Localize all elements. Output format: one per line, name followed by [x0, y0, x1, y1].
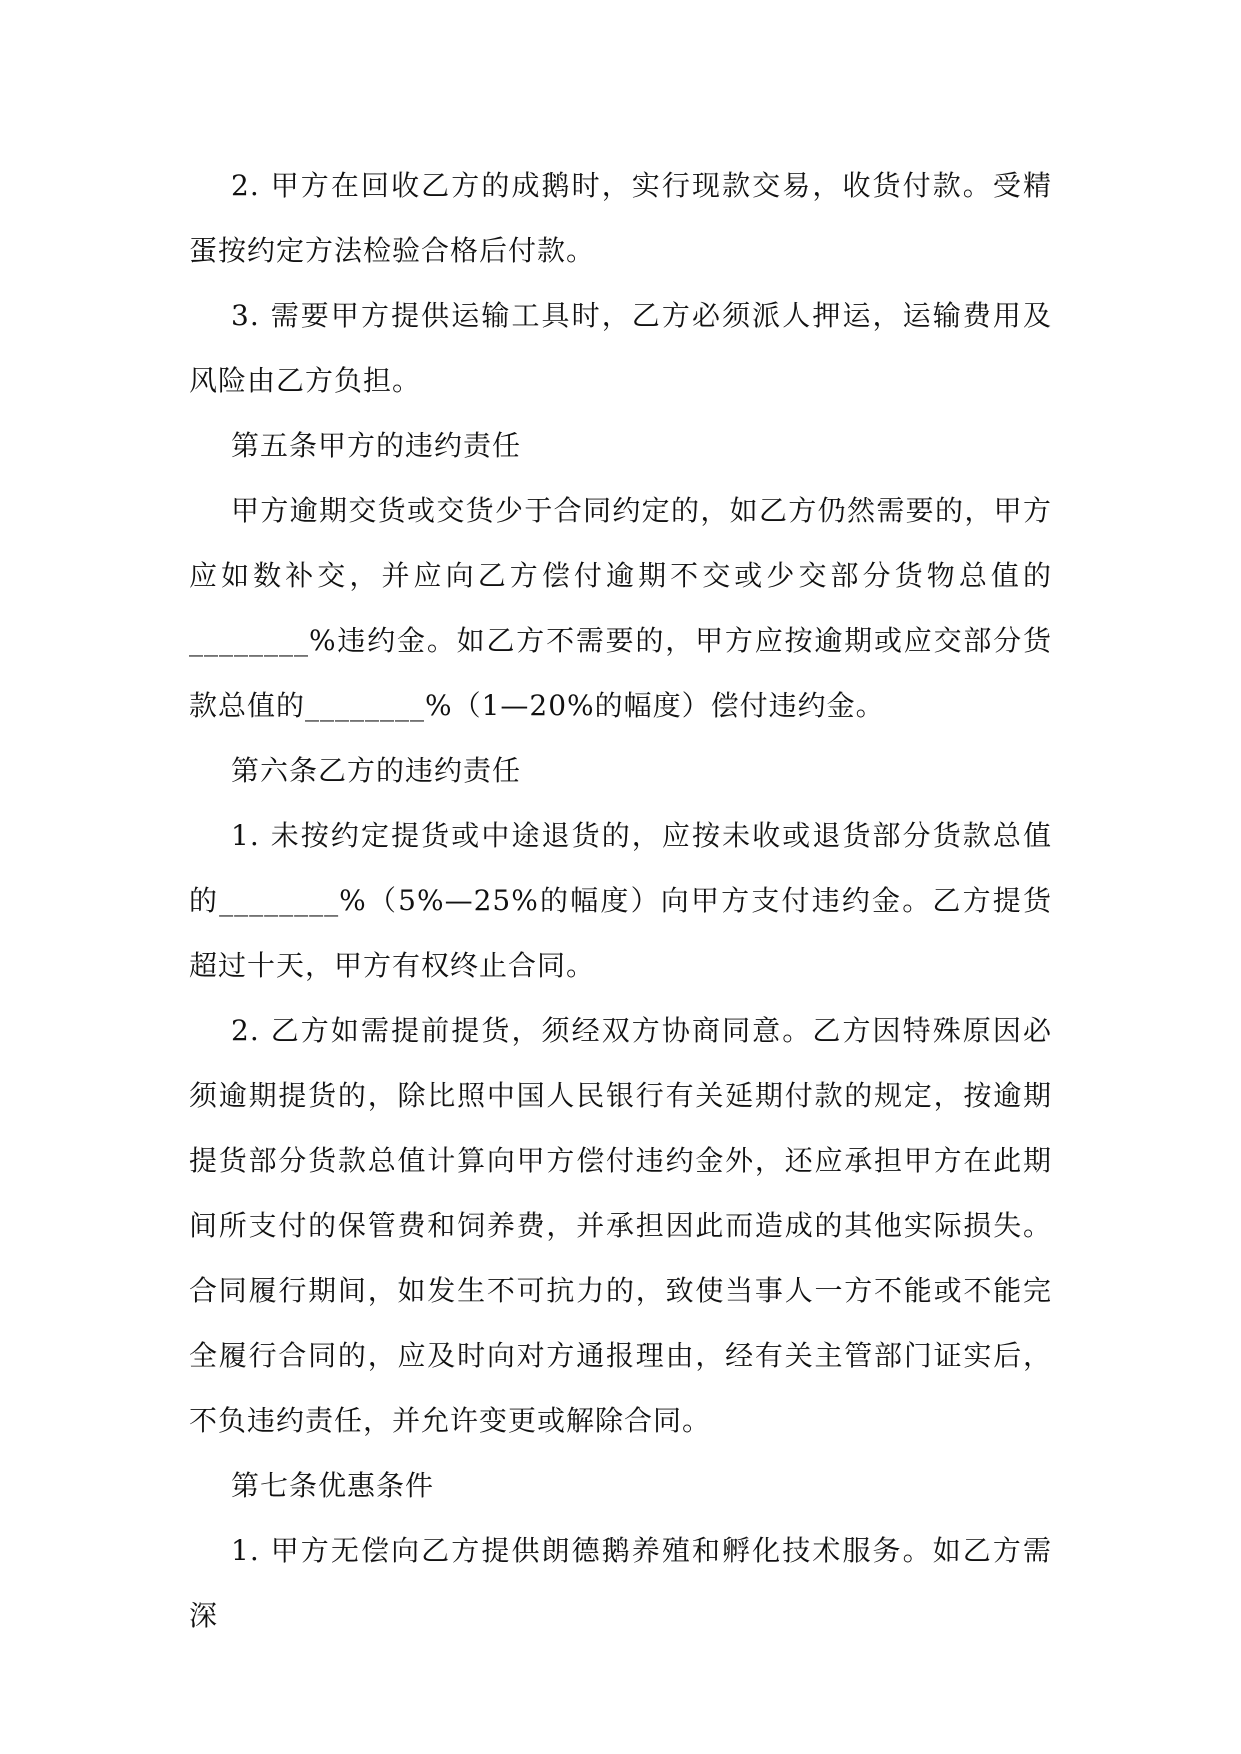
article-seven-item-one: 1. 甲方无偿向乙方提供朗德鹅养殖和孵化技术服务。如乙方需深 [189, 1534, 1052, 1632]
document-body [189, 153, 1052, 1648]
article-six-heading: 第六条乙方的违约责任 [231, 754, 522, 787]
article-six-item-one: 1. 未按约定提货或中途退货的，应按未收或退货部分货款总值的________%（5%—25%的幅度）向甲方支付违约金。乙方提货超过十天，甲方有权终止合同。 [189, 819, 1052, 982]
article-seven-heading: 第七条优惠条件 [231, 1469, 435, 1502]
clause-payment-paragraph: 2. 甲方在回收乙方的成鹅时，实行现款交易，收货付款。受精蛋按约定方法检验合格后付款。 [189, 169, 1052, 267]
article-five-heading: 第五条甲方的违约责任 [231, 429, 522, 462]
article-five-body: 甲方逾期交货或交货少于合同约定的，如乙方仍然需要的，甲方应如数补交，并应向乙方偿付逾期不交或少交部分货物总值的________%违约金。如乙方不需要的，甲方应按逾期或应交部分货款总值的________%（1—20%的幅度）偿付违约金。 [189, 494, 1052, 722]
article-six-item-two: 2. 乙方如需提前提货，须经双方协商同意。乙方因特殊原因必须逾期提货的，除比照中国人民银行有关延期付款的规定，按逾期提货部分货款总值计算向甲方偿付违约金外，还应承担甲方在此期间所支付的保管费和饲养费，并承担因此而造成的其他实际损失。合同履行期间，如发生不可抗力的，致使当事人一方不能或不能完全履行合同的，应及时向对方通报理由，经有关主管部门证实后，不负违约责任，并允许变更或解除合同。 [189, 1014, 1052, 1437]
clause-transport-paragraph: 3. 需要甲方提供运输工具时，乙方必须派人押运，运输费用及风险由乙方负担。 [189, 299, 1052, 397]
